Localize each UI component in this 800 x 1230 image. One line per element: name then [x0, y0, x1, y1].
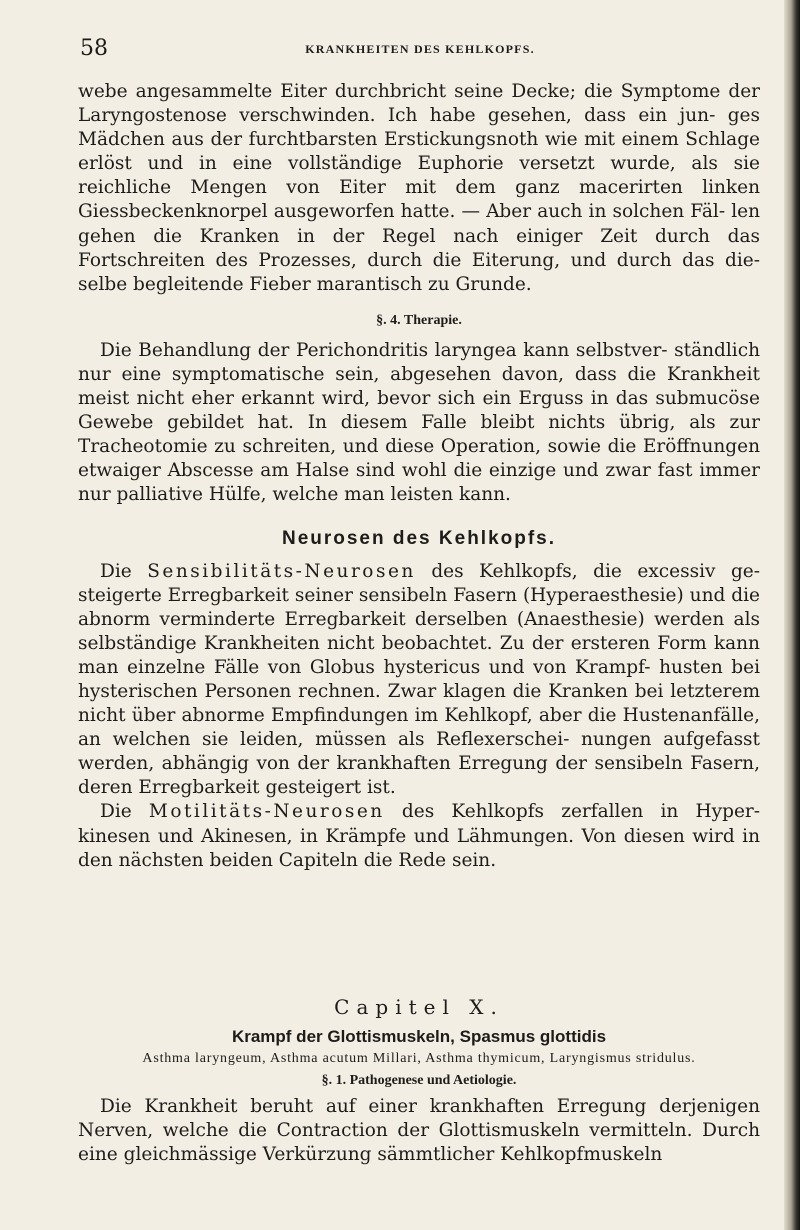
text-line: Durch eine gleichmässige Verkürzung sämmtlicher Kehlkopfmuskeln: [78, 1119, 760, 1165]
text-line: wird in den nächsten beiden Capiteln die Rede sein.: [78, 825, 760, 871]
text-line: bei letzterem nicht über abnorme Empfindungen im Kehlkopf, aber: [78, 680, 761, 727]
text-line: Schlage erlöst und in eine vollständige Euphorie versetzt wurde, als: [78, 129, 760, 175]
page-edge-shadow: [784, 0, 800, 1230]
text-line: kann man einzelne Fälle von Globus hystericus und von Krampf-: [78, 632, 760, 678]
text-line: selbe begleitende Fieber marantisch zu Grunde.: [78, 273, 532, 295]
text-line: nungen aufgefasst werden, abhängig von der krankhaften Erregung: [78, 729, 760, 775]
neurosen-heading: Neurosen des Kehlkopfs.: [281, 527, 557, 549]
text-line: sie reichliche Mengen von Eiter mit dem ganz macerirten linken: [78, 153, 760, 199]
term-sensibilitaets-neurosen: Sensibilitäts-Neurosen: [147, 560, 416, 582]
text-line: Krankheit meist nicht eher erkannt wird, bevor sich ein Erguss in: [78, 363, 760, 410]
section-heading-therapie: §. 4. Therapie.: [376, 312, 462, 328]
text-line: Die Behandlung der Perichondritis laryngea kann selbstver-: [100, 339, 668, 361]
running-head: KRANKHEITEN DES KEHLKOPFS.: [305, 42, 535, 56]
text-line: die Hustenanfälle, an welchen sie leiden, müssen als Reflexerschei-: [78, 705, 760, 751]
text-line: Fortschreiten des Prozesses, durch die Eiterung, und durch das die-: [78, 249, 760, 271]
chapter-synonyms: Asthma laryngeum, Asthma acutum Millari, Asthma thymicum, Laryngismus stridulus.: [142, 1050, 696, 1066]
text-line: der sensibeln Fasern, deren Erregbarkeit gesteigert ist.: [78, 753, 760, 799]
text-line: die abnorm verminderte Erregbarkeit derselben (Anaesthesie) werden: [78, 584, 760, 630]
page-number: 58: [80, 36, 108, 61]
text-line: des Kehlkopfs, die excessiv ge-: [431, 560, 761, 582]
text-line: die Eröffnungen etwaiger Abscesse am Halse sind wohl die einzige: [78, 436, 760, 482]
text-line: webe angesammelte Eiter durchbricht seine Decke; die Symptome: [78, 81, 721, 102]
text-line: des Kehlkopfs zerfallen in Hyper-: [401, 801, 761, 823]
text-line: der Laryngostenose verschwinden. Ich habe gesehen, dass ein jun-: [78, 81, 760, 127]
paragraph-motilitaet: [78, 800, 760, 872]
text-line: ges Mädchen aus der furchtbarsten Erstickungsnoth wie mit einem: [78, 105, 760, 151]
page-header: [80, 36, 760, 62]
text-line: len gehen die Kranken in der Regel nach einiger Zeit durch das: [78, 201, 761, 247]
chapter-heading: Capitel X.: [334, 994, 504, 1019]
text-line: steigerte Erregbarkeit seiner sensibeln Fasern (Hyperaesthesie) und: [78, 584, 726, 606]
text-line: Die Krankheit beruht auf einer krankhaften Erregung derjenigen: [100, 1095, 760, 1117]
text-line: übrig, als zur Tracheotomie zu schreiten, und diese Operation, sowie: [78, 412, 761, 458]
term-motilitaets-neurosen: Motilitäts-Neurosen: [148, 801, 385, 823]
section-heading-pathogenese: §. 1. Pathogenese und Aetiologie.: [321, 1072, 517, 1088]
text-line: und zwar fast immer nur palliative Hülfe, welche man leisten kann.: [78, 460, 760, 506]
text-line: als selbständige Krankheiten nicht beobachtet. Zu der ersteren Form: [78, 608, 760, 654]
text-line: Die: [100, 560, 132, 582]
text-line: kinesen und Akinesen, in Krämpfe und Lähmungen. Von diesen: [78, 825, 685, 847]
text-line: Giessbeckenknorpel ausgeworfen hatte. — Aber auch in solchen Fäl-: [78, 201, 726, 223]
paragraph-eiter: [78, 80, 760, 297]
text-line: Nerven, welche die Contraction der Glottismuskeln vermitteln.: [78, 1119, 693, 1141]
text-line: das submucöse Gewebe gebildet hat. In diesem Falle bleibt nichts: [78, 388, 760, 434]
paragraph-therapie: [78, 339, 760, 508]
text-line: husten bei hysterischen Personen rechnen. Zwar klagen die Kranken: [78, 656, 760, 702]
chapter-subtitle: Krampf der Glottismuskeln, Spasmus glottidis: [231, 1026, 607, 1046]
paragraph-sensibilitaet: [78, 560, 760, 801]
text-line: Die: [100, 801, 132, 823]
page-body: [78, 80, 760, 1167]
paragraph-pathogenese: [78, 1095, 760, 1167]
text-line: ständlich nur eine symptomatische sein, abgesehen davon, dass die: [78, 339, 760, 385]
